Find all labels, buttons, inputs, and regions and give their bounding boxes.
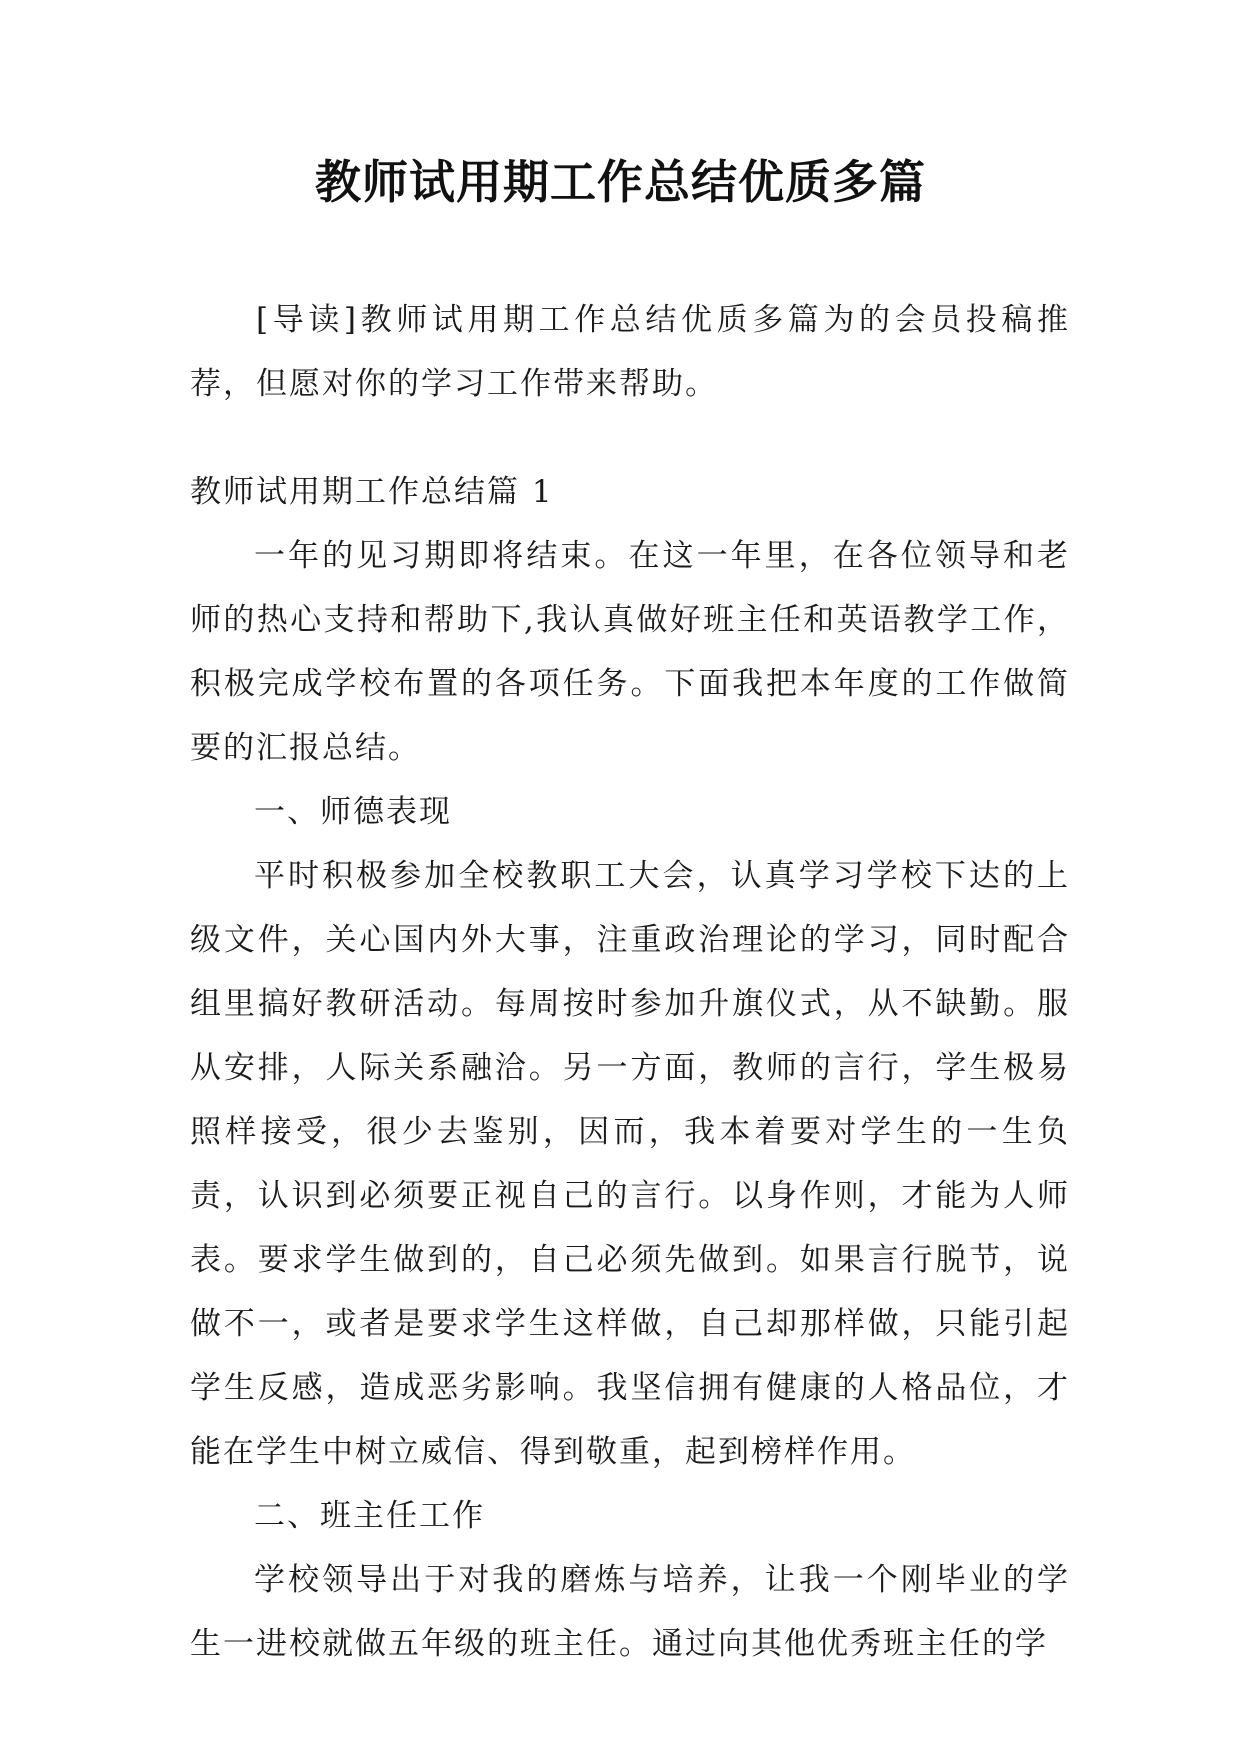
document-title: 教师试用期工作总结优质多篇 xyxy=(315,155,926,209)
intro-paragraph: [导读]教师试用期工作总结优质多篇为的会员投稿推荐，但愿对你的学习工作带来帮助。 xyxy=(190,302,1070,402)
document-body xyxy=(190,460,1070,1676)
paragraph-2: 平时积极参加全校教职工大会，认真学习学校下达的上级文件，关心国内外大事，注重政治理论的学习，同时配合组里搞好教研活动。每周按时参加升旗仪式，从不缺勤。服从安排，人际关系融洽。另一方面，教师的言行，学生极易照样接受，很少去鉴别，因而，我本着要对学生的一生负责，认识到必须要正视自己的言行。以身作则，才能为人师表。要求学生做到的，自己必须先做到。如果言行脱节，说做不一，或者是要求学生这样做，自己却那样做，只能引起学生反感，造成恶劣影响。我坚信拥有健康的人格品位，才能在学生中树立威信、得到敬重，起到榜样作用。 xyxy=(190,858,1070,1470)
paragraph-1: 一年的见习期即将结束。在这一年里，在各位领导和老师的热心支持和帮助下,我认真做好班主任和英语教学工作，积极完成学校布置的各项任务。下面我把本年度的工作做简要的汇报总结。 xyxy=(190,538,1070,766)
paragraph-3: 学校领导出于对我的磨炼与培养，让我一个刚毕业的学生一进校就做五年级的班主任。通过向其他优秀班主任的学 xyxy=(190,1562,1070,1662)
heading-1: 一、师德表现 xyxy=(254,794,452,830)
section-title: 教师试用期工作总结篇 1 xyxy=(190,474,554,510)
heading-2: 二、班主任工作 xyxy=(254,1498,485,1534)
